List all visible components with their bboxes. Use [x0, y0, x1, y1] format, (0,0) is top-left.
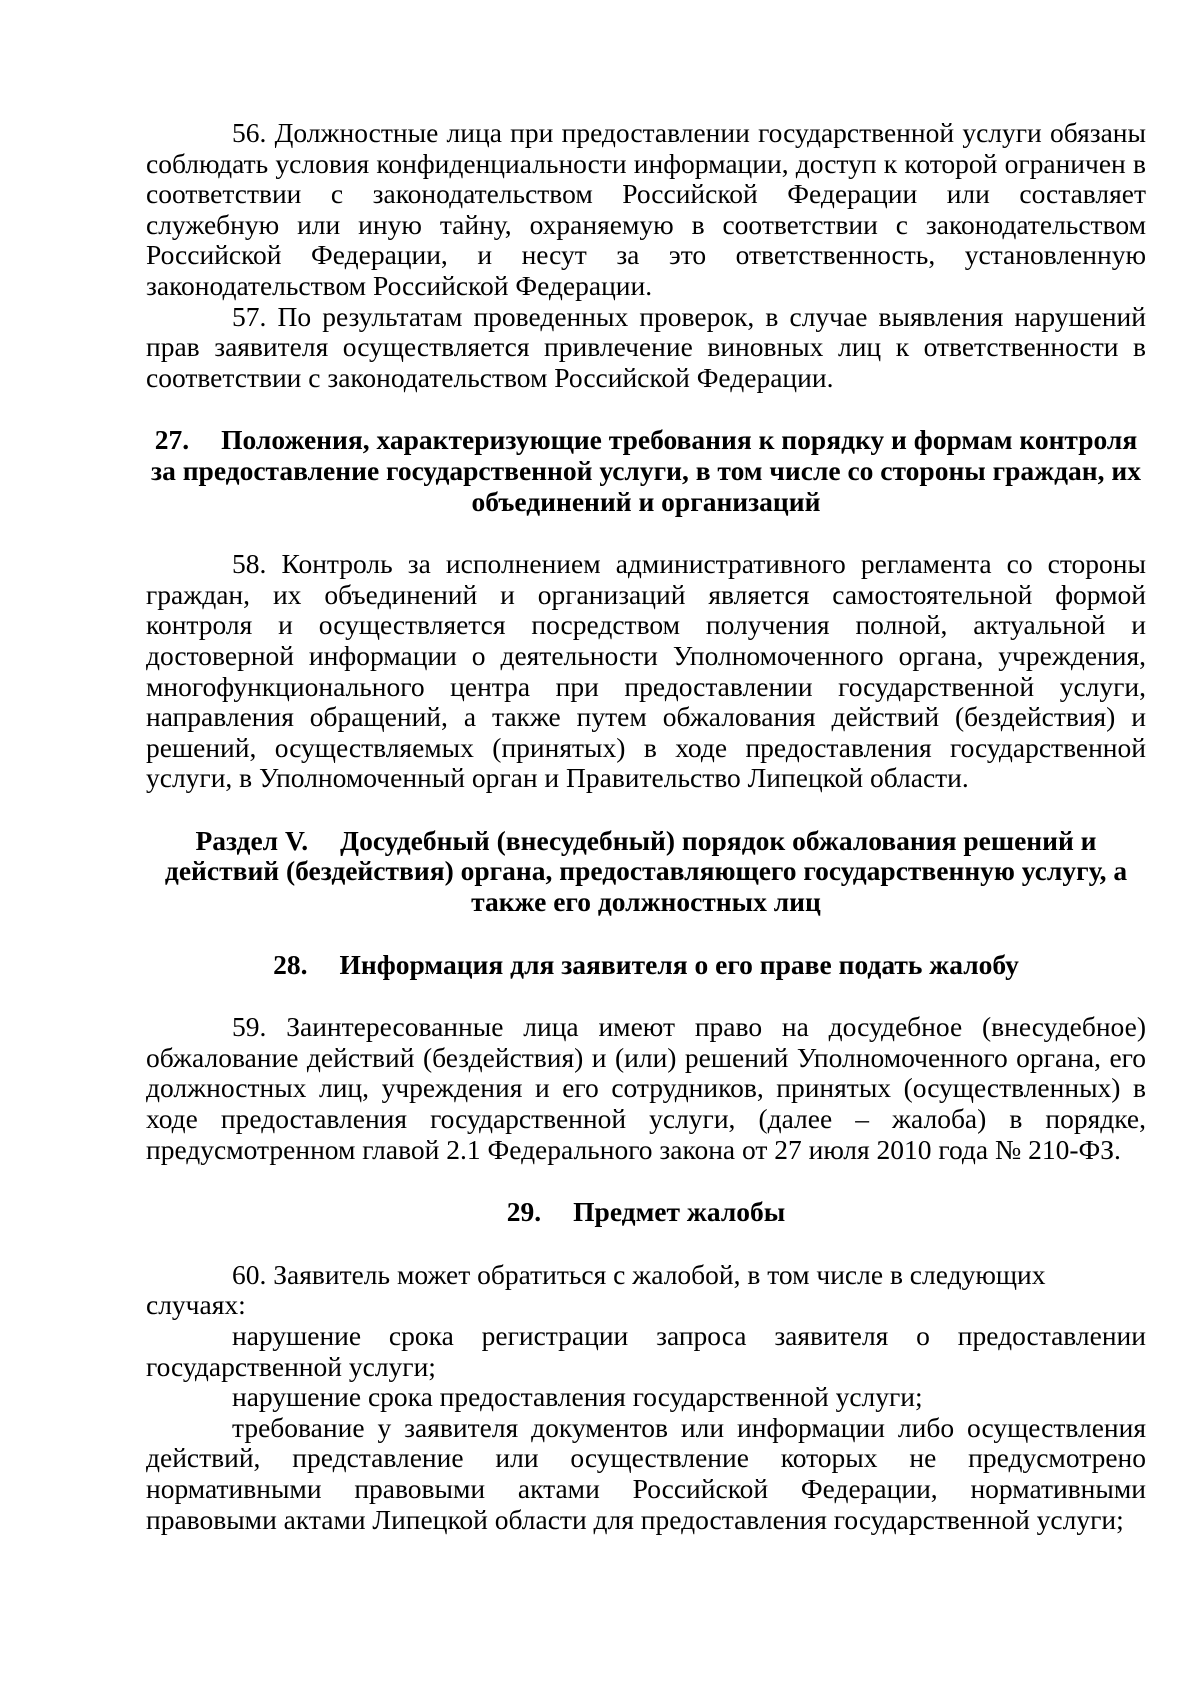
heading-27: [146, 425, 1146, 517]
case-item-2: нарушение срока предоставления государственной услуги;: [232, 1381, 923, 1413]
paragraph-60-first-line: 60. Заявитель может обратиться с жалобой, в том числе в следующих: [232, 1258, 1046, 1290]
paragraph-58: 58. Контроль за исполнением административного регламента со стороны граждан, их объединений и организаций является самостоятельной формой контроля и осуществляется посредством получения полной, актуальной и достоверной информации о деятельности Уполномоченного органа, учреждения, многофункционального центра при предоставлении государственной услуги, направления обращений, а также путем обжалования действий (бездействия) и решений, осуществляемых (принятых) в ходе предоставления государственной услуги, в Уполномоченный орган и Правительство Липецкой области.: [146, 548, 1146, 794]
document-page: [146, 118, 1146, 1535]
case-item-3: требование у заявителя документов или информации либо осуществления действий, представление или осуществление которых не предусмотрено нормативными правовыми актами Российской Федерации, нормативными правовыми актами Липецкой области для предоставления государственной услуги;: [146, 1411, 1146, 1535]
heading-29-text: Предмет жалобы: [573, 1196, 786, 1228]
heading-29-number: 29.: [506, 1196, 542, 1228]
heading-28: [146, 950, 1146, 981]
paragraph-57: 57. По результатам проведенных проверок, в случае выявления нарушений прав заявителя осуществляется привлечение виновных лиц к ответственности в соответствии с законодательством Российской Федерации.: [146, 300, 1146, 393]
section-5-number: Раздел V.: [195, 824, 309, 856]
heading-28-text: Информация для заявителя о его праве подать жалобу: [339, 948, 1019, 980]
heading-27-number: 27.: [154, 424, 190, 456]
case-item-1: нарушение срока регистрации запроса заявителя о предоставлении государственной услуги;: [146, 1320, 1146, 1382]
section-5-text: Досудебный (внесудебный) порядок обжалования решений и действий (бездействия) органа, предоставляющего государственную услугу, а также его должностных лиц: [164, 824, 1128, 918]
paragraph-56: 56. Должностные лица при предоставлении государственной услуги обязаны соблюдать условия конфиденциальности информации, доступ к которой ограничен в соответствии с законодательством Российской Федерации или составляет служебную или иную тайну, охраняемую в соответствии с законодательством Российской Федерации, и несут за это ответственность, установленную законодательством Российской Федерации.: [146, 117, 1146, 301]
section-5-heading: [146, 826, 1146, 918]
heading-28-number: 28.: [273, 948, 308, 980]
heading-27-text: Положения, характеризующие требования к порядку и формам контроля за предоставление государственной услуги, в том числе со стороны граждан, их объединений и организаций: [151, 424, 1141, 517]
paragraph-60-continuation: случаях:: [146, 1289, 246, 1321]
paragraph-59: 59. Заинтересованные лица имеют право на досудебное (внесудебное) обжалование действий (бездействия) и (или) решений Уполномоченного органа, его должностных лиц, учреждения и его сотрудников, принятых (осуществленных) в ходе предоставления государственной услуги, (далее – жалоба) в порядке, предусмотренном главой 2.1 Федерального закона от 27 июля 2010 года № 210-ФЗ.: [146, 1011, 1146, 1165]
heading-29: [146, 1197, 1146, 1228]
